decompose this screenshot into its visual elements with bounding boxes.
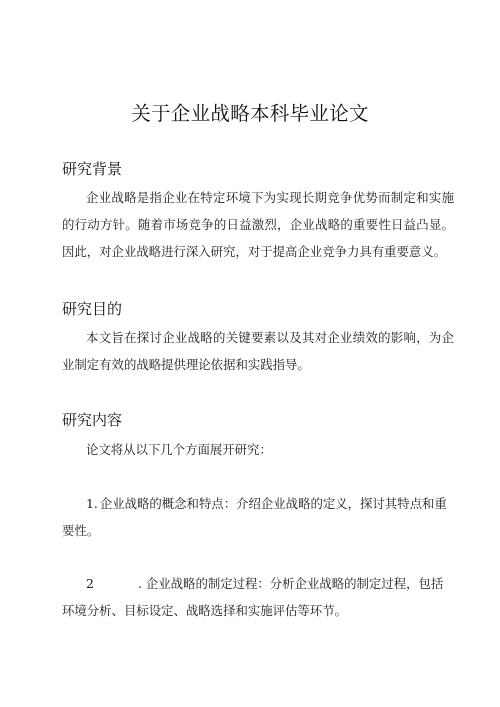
list-item-number: 1. — [86, 496, 98, 511]
list-item-number: 2 — [86, 576, 94, 591]
section-paragraph-content: 论文将从以下几个方面展开研究： — [86, 442, 272, 457]
document-title: 关于企业战略本科毕业论文 — [131, 102, 369, 125]
section-heading-purpose: 研究目的 — [62, 300, 123, 318]
list-item — [62, 490, 454, 544]
list-item-text: 企业战略的概念和特点：介绍企业战略的定义，探讨其特点和重要性。 — [62, 496, 447, 538]
section-heading-background: 研究背景 — [62, 160, 123, 178]
section-paragraph-purpose: 本文旨在探讨企业战略的关键要素以及其对企业绩效的影响，为企业制定有效的战略提供理论依据和实践指导。 — [62, 330, 454, 372]
list-item — [62, 570, 454, 624]
list-item-text: . 企业战略的制定过程：分析企业战略的制定过程，包括环境分析、目标设定、战略选择和实施评估等环节。 — [62, 576, 444, 618]
section-paragraph-background: 企业战略是指企业在特定环境下为实现长期竞争优势而制定和实施的行动方针。随着市场竞争的日益激烈，企业战略的重要性日益凸显。因此，对企业战略进行深入研究，对于提高企业竞争力具有重要意义。 — [62, 190, 454, 259]
section-heading-content: 研究内容 — [62, 411, 123, 429]
